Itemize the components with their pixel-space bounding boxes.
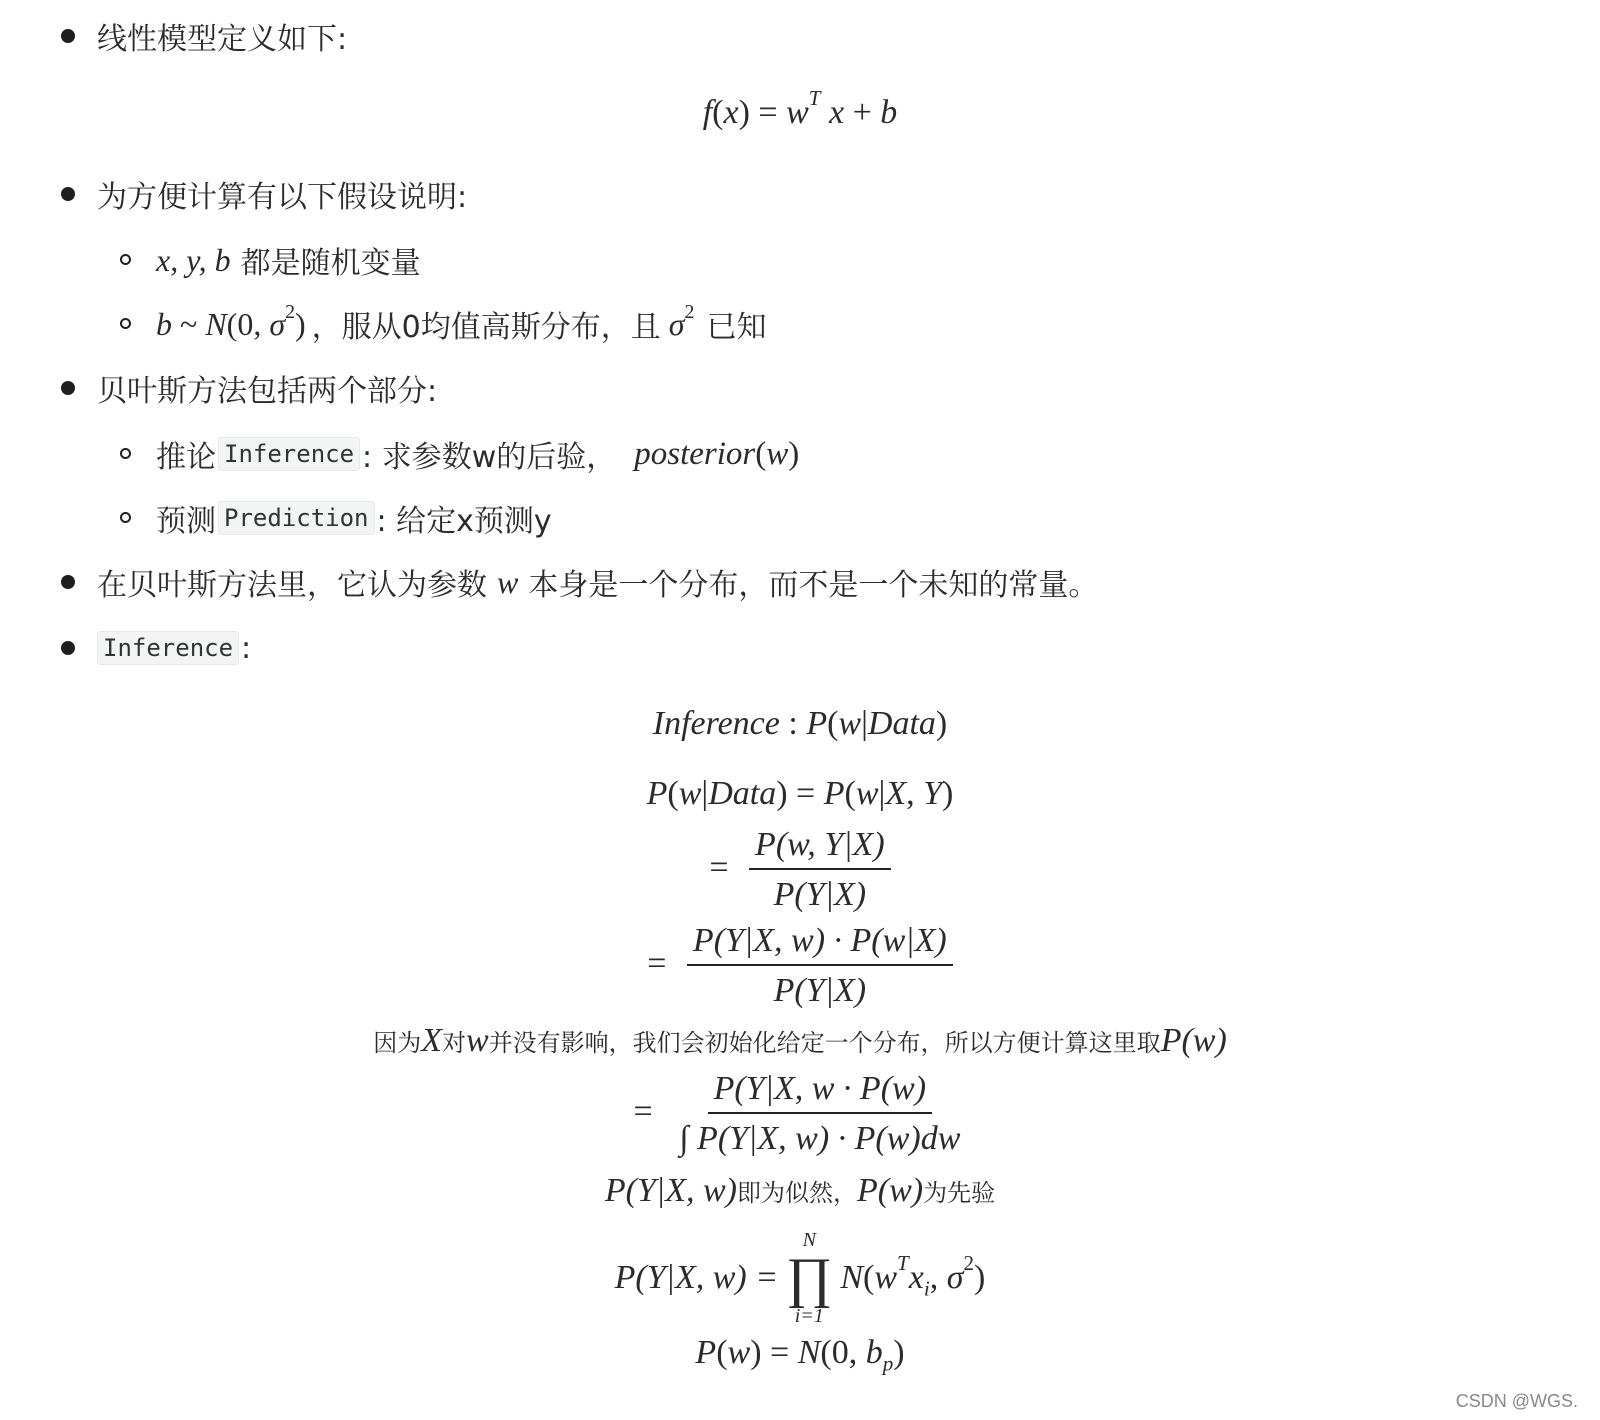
bullet-linear-model [0,8,1600,64]
math-inline: x, y, b [156,241,231,278]
equation-fraction-3: = $\frac{P(Y|X, w \cdot P(w)}{\int P(Y|X, w) \cdot P(w)dw}$ [0,1070,1600,1158]
equation-linear-model: $f(x) = w^T$ x + b [702,86,898,131]
product-operator: N ∏ i=1 [786,1229,833,1327]
fraction-numerator: P(Y|X, w · P(w) [708,1070,932,1114]
math-inline: $\sigma^2$ [668,300,695,342]
sub-bullet-inference [0,426,1600,482]
fraction-numerator: P(Y|X, w) · P(w|X) [687,922,953,966]
bullet-dot-icon [61,381,75,395]
equation-fraction-1: = $\frac{P(w, Y|X)}{P(Y|X)}$ [0,826,1600,914]
math-inline: w [497,563,519,600]
bullet-text: 为方便计算有以下假设说明: [97,180,468,215]
bullet-dot-icon [61,575,75,589]
math-inline: posterior(w) [634,435,800,472]
sub-bullet-random-vars [0,232,1600,288]
sub-bullet-noise [0,296,1600,352]
circle-bullet-icon [120,318,131,329]
watermark: CSDN @WGS. [1455,1391,1578,1411]
equation-fraction-2: = $\frac{P(Y|X, w) \cdot P(w|X)}{P(Y|X)}$ [0,922,1600,1010]
equation-likelihood-product: P(Y|X, w) = N ∏ i=1 $N(w^Tx_i$, $\sigma^2$) [614,1229,986,1327]
equation-prior: P(w) = N(0, $b_p$) [695,1334,905,1376]
bullet-bayes-parts [0,360,1600,416]
bullet-inference-heading [0,620,1600,676]
bullet-assumptions [0,166,1600,222]
equation-inference-title: Inference : P(w|Data) [652,705,948,742]
circle-bullet-icon [120,254,131,265]
bullet-bayes-view [0,554,1600,610]
sub-bullet-text: 已知 [706,310,767,345]
sub-bullet-text: ，服从0均值高斯分布，且 [311,310,661,345]
fraction-numerator: P(w, Y|X) [749,826,891,870]
sub-bullet-text: : 求参数w的后验， [362,440,617,475]
inline-code: Inference [218,437,360,471]
circle-bullet-icon [120,448,131,459]
sub-bullet-text: : 给定x预测y [376,504,552,539]
sub-bullet-prediction [0,490,1600,546]
equation-posterior-line1: P(w|Data) = P(w|X, Y) [646,775,954,812]
bullet-text: 线性模型定义如下: [97,22,348,57]
inline-code: Inference [97,631,239,665]
circle-bullet-icon [120,512,131,523]
bullet-text: 在贝叶斯方法里，它认为参数 [97,568,487,603]
math-inline: b ~ N(0, $\sigma^2$) [156,300,306,342]
bullet-dot-icon [61,641,75,655]
sub-bullet-text: 都是随机变量 [240,246,421,281]
fraction-denominator: ∫ P(Y|X, w) · P(w)dw [679,1120,961,1157]
bullet-dot-icon [61,187,75,201]
sub-bullet-text: 推论 [156,440,216,475]
derivation-note: 因为X对w并没有影响，我们会初始化给定一个分布，所以方便计算这里取P(w) [373,1022,1227,1059]
likelihood-prior-note: P(Y|X, w)即为似然，P(w)为先验 [604,1172,996,1209]
bullet-text: 贝叶斯方法包括两个部分: [97,374,438,409]
bullet-text: : [241,630,252,666]
inline-code: Prediction [218,501,375,535]
fraction-denominator: P(Y|X) [773,876,867,913]
fraction-denominator: P(Y|X) [773,972,867,1009]
bullet-dot-icon [61,29,75,43]
sub-bullet-text: 预测 [156,504,216,539]
bullet-text: 本身是一个分布，而不是一个未知的常量。 [528,568,1099,603]
